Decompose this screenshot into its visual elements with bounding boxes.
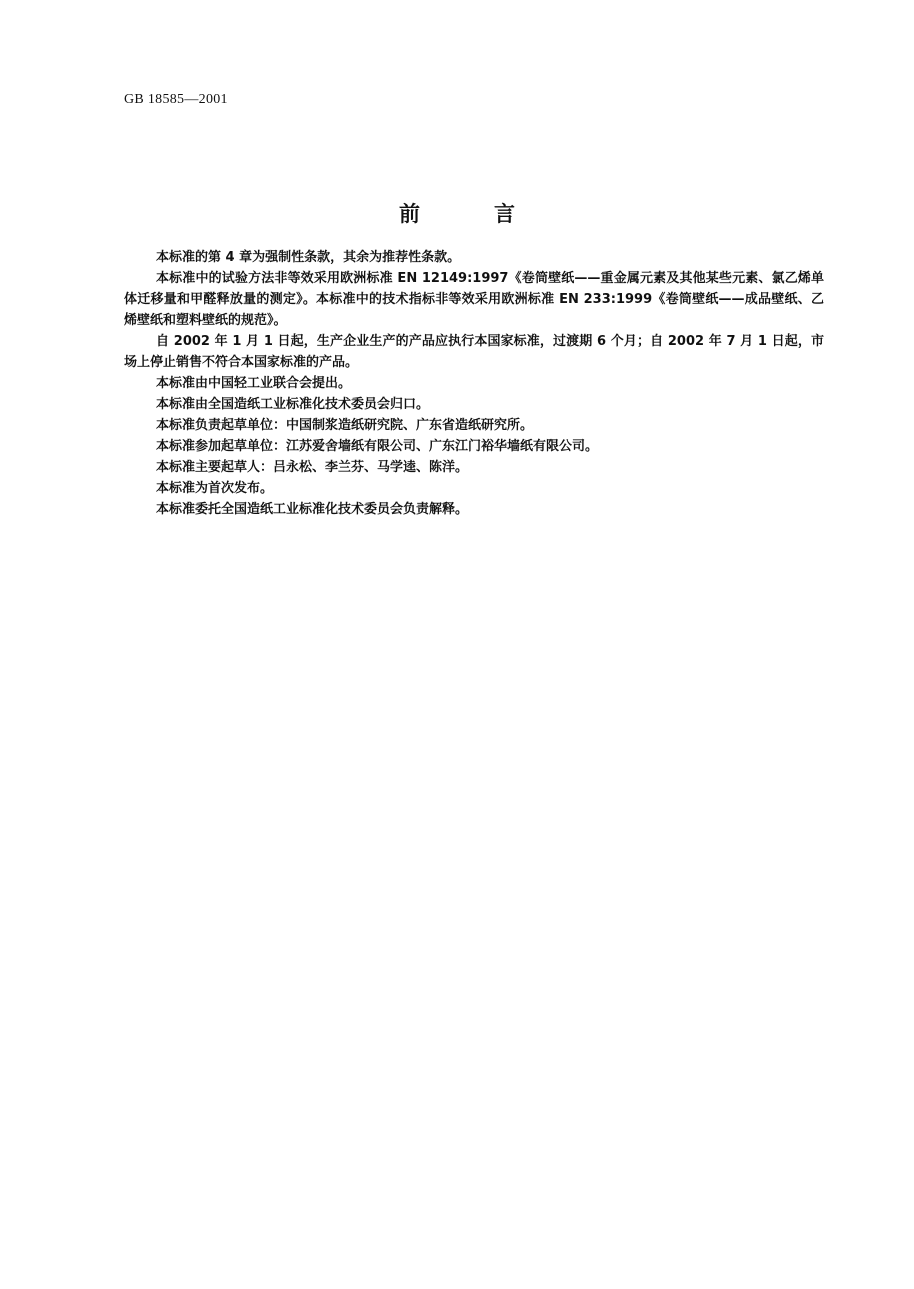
title-char-2: 言 (494, 202, 515, 226)
foreword-body (124, 247, 824, 520)
paragraph-mandatory-clauses: 本标准的第 4 章为强制性条款，其余为推荐性条款。 (156, 250, 461, 265)
paragraph-first-release: 本标准为首次发布。 (156, 481, 274, 496)
paragraph-interpretation: 本标准委托全国造纸工业标准化技术委员会负责解释。 (156, 502, 469, 517)
document-code: GB 18585—2001 (124, 92, 228, 107)
paragraph-effective-dates: 自 2002 年 1 月 1 日起，生产企业生产的产品应执行本国家标准，过渡期 6 个月；自 2002 年 7 月 1 日起，市场上停止销售不符合本国家标准的产品。 (124, 334, 824, 370)
paragraph-adopted-standards: 本标准中的试验方法非等效采用欧洲标准 EN 12149:1997《卷筒壁纸——重金属元素及其他某些元素、氯乙烯单体迁移量和甲醛释放量的测定》。本标准中的技术指标非等效采用欧洲标准 EN 233:1999《卷筒壁纸——成品壁纸、乙烯壁纸和塑料壁纸的规范》。 (124, 271, 824, 328)
paragraph-administered-by: 本标准由全国造纸工业标准化技术委员会归口。 (156, 397, 430, 412)
paragraph-participating-drafters: 本标准参加起草单位：江苏爱舍墙纸有限公司、广东江门裕华墙纸有限公司。 (156, 439, 599, 454)
page-title (0, 198, 914, 228)
paragraph-proposed-by: 本标准由中国轻工业联合会提出。 (156, 376, 352, 391)
title-char-1: 前 (399, 202, 420, 226)
paragraph-lead-drafters: 本标准负责起草单位：中国制浆造纸研究院、广东省造纸研究所。 (156, 418, 534, 433)
paragraph-main-authors: 本标准主要起草人：吕永松、李兰芬、马学逵、陈洋。 (156, 460, 469, 475)
